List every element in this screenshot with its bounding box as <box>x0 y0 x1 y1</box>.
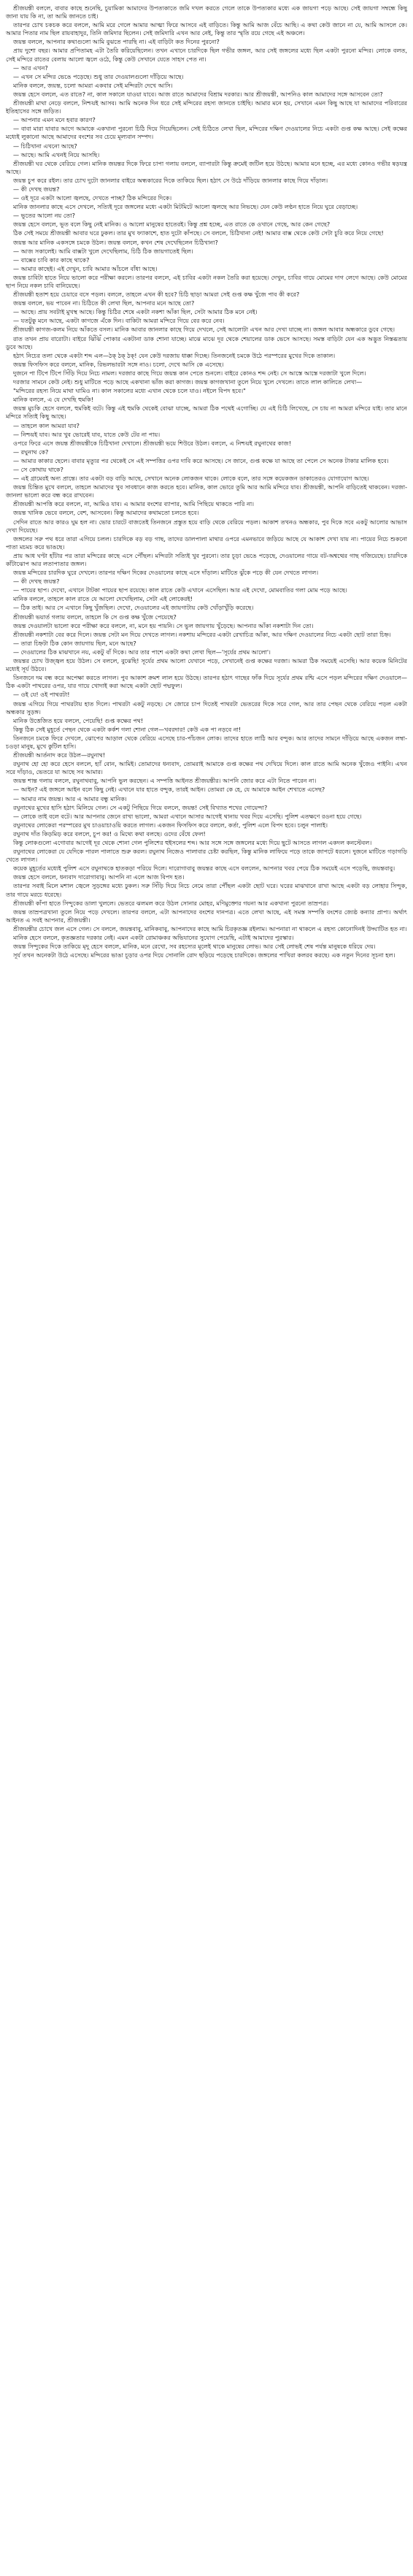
paragraph: — আমার কাকার ছেলে। বাবার মৃত্যুর পর থেকেই সে এই সম্পত্তির ওপর দাবি করে আসছে। সে জানে, গুপ্ত কক্ষে যা আছে তা পেলে সে অনেক টাকার মালিক হবে। <box>13 456 389 464</box>
paragraph: — রঘুনাথ কে? <box>13 448 49 456</box>
paragraph: — আমার কাছেই। এই দেখুন, চাবি আমার আঁচলে বাঁধা আছে। <box>13 264 158 272</box>
paragraph: শ্রীজয়ন্তী নকশাটা বের করে দিলে। জয়ন্ত সেটা মন দিয়ে দেখতে লাগল। নকশায় মন্দিরের একটা রেখাচিত্র আঁকা, আর দক্ষিণ দেওয়ালের নিচে একটা ছোট তারা চিহ্ন। <box>13 630 391 638</box>
paragraph: — লোকে তাই বলে বটে। আর আপনার জেনে রাখা ভালো, আমরা এখানে আসার আগেই থানায় খবর দিয়ে এসেছি। পুলিশ এতক্ষণে রওনা হয়ে গেছে। <box>13 812 362 820</box>
paragraph: — চিঠিখানা এখনো আছে? <box>13 142 77 150</box>
paragraph: জয়ন্ত বললে, আপনার কথাগুলো আমি বুঝতে পারছি না। এই বাড়িটা কত দিনের পুরনো? <box>13 38 220 46</box>
paragraph: রঘুনাথের লোকেরা পরস্পরের মুখ চাওয়াচাওয়ি করতে লাগল। একজন ফিসফিস করে বললে, কর্তা, পুলিশ এলে বিপদ হবে। চলুন পালাই। <box>13 821 328 829</box>
paragraph: — তাহলে কাল আমরা যাব? <box>13 421 80 429</box>
paragraph: শ্রীজয়ন্তী মাথা নেড়ে বললে, নিশ্চয়ই আসব। আমি অনেক দিন ধরে সেই মন্দিরের রহস্য জানতে চাইছি। আমার মনে হয়, সেখানে এমন কিছু আছে যা আমাদের পরিবারের ইতিহাসের সঙ্গে জড়িত। <box>6 99 407 115</box>
paragraph: জয়ন্ত সিন্দুকের দিকে তাকিয়ে মৃদু হেসে বললে, মানিক, মনে রেখো, সব রহস্যের মূলেই থাকে মানুষের লোভ। আর সেই লোভই শেষ পর্যন্ত মানুষকে ধরিয়ে দেয়। <box>13 943 376 951</box>
paragraph: শ্রীজয়ন্তী আর্তনাদ করে উঠল—রঘুনাথ! <box>13 751 106 759</box>
paragraph: — আইন? এই জঙ্গলে আইন বলে কিছু নেই। এখানে যার হাতে বন্দুক, তারই আইন। তোমরা কে হে, যে আমাকে আইন শেখাতে এসেছ? <box>13 786 325 794</box>
paragraph: তিনজনে চমকে ফিরে দেখলে, ঝোপের আড়াল থেকে বেরিয়ে এসেছে চার-পাঁচজন লোক। তাদের হাতে লাঠি আর বন্দুক। আর তাদের সামনে দাঁড়িয়ে আছে একজন লম্বা-চওড়া মানুষ, মুখে কুটিল হাসি। <box>6 734 407 750</box>
paragraph: জয়ন্ত চুপ করে রইল। তার চোখ দুটো জানলার বাইরে অন্ধকারের দিকে তাকিয়ে ছিল। হঠাৎ সে উঠে দাঁড়িয়ে জানলার কাছে গিয়ে দাঁড়াল। <box>13 176 328 184</box>
paragraph: রঘুনাথ হো হো করে হেসে বললে, হ্যাঁ বোন, আমিই। তোমাদের ধন্যবাদ, তোমরাই আমাকে গুপ্ত কক্ষের পথ দেখিয়ে দিলে। কাল রাতে আমি অনেক খুঁজেও পাইনি। এখন সরে দাঁড়াও, ভেতরে যা আছে সব আমার। <box>6 760 407 776</box>
paragraph: — যতটুকু মনে আছে, একটা কাগজে এঁকে দিন। বাকিটা আমরা মন্দিরে গিয়ে বের করে নেব। <box>13 317 225 325</box>
paragraph: মানিক বললে, তাহলে কাল রাতে যে আলো দেখেছিলাম, সেটা এই লোকেরই! <box>13 595 193 603</box>
paragraph: কিন্তু ঠিক সেই মুহূর্তে পেছন থেকে একটা কর্কশ গলা শোনা গেল—খবরদার! কেউ এক পা নড়বে না! <box>13 725 242 733</box>
paragraph: হঠাৎ নিচের তলা থেকে একটা শব্দ এল—ঠক্ ঠক্ ঠক্! যেন কেউ দরজায় ধাক্কা দিচ্ছে। তিনজনেই চমকে উঠে পরস্পরের মুখের দিকে তাকাল। <box>13 351 336 359</box>
paragraph: শ্রীজয়ন্তী হতাশ হয়ে চেয়ারে বসে পড়ল। বললে, তাহলে এখন কী হবে? চিঠি ছাড়া আমরা সেই গুপ্ত কক্ষ খুঁজে পাব কী করে? <box>13 291 300 299</box>
paragraph: মানিক জানলার কাছে এসে দেখলে, সত্যিই দূরে জঙ্গলের মধ্যে একটা মিটমিটে আলো জ্বলছে আর নিভছে। যেন কেউ লণ্ঠন হাতে নিয়ে ঘুরে বেড়াচ্ছে। <box>13 203 358 211</box>
paragraph: জয়ন্ত খানিক ভেবে বললে, বেশ, আসবেন। কিন্তু আমাদের কথামতো চলতে হবে। <box>13 509 199 517</box>
paragraph: রঘুনাথের লোকেরা যে যেদিকে পারল পালাতে শুরু করল। রঘুনাথ নিজেও পালাবার চেষ্টা করছিল, কিন্তু মানিক লাফিয়ে পড়ে তাকে জাপটে ধরলে। দুজনে মাটিতে গড়াগড়ি খেতে লাগল। <box>6 848 407 864</box>
paragraph: — তারা চিহ্নটা ঠিক কোন জায়গায় ছিল, মনে আছে? <box>13 639 136 647</box>
paragraph: — বাক্সের চাবি কার কাছে থাকে? <box>13 256 90 264</box>
paragraph: মানিক বললে, জয়ন্ত, চলো আমরা একবার সেই মন্দিরটা দেখে আসি। <box>13 81 173 89</box>
paragraph: মানিক উত্তেজিত হয়ে বললে, পেয়েছি! গুপ্ত কক্ষের পথ! <box>13 716 144 724</box>
paragraph: — আমার নাম জয়ন্ত। আর এ আমার বন্ধু মানিক। <box>13 794 127 802</box>
paragraph: জয়ন্ত শান্ত গলায় বললে, রঘুনাথবাবু, আপনি ভুল করছেন। এ সম্পত্তি আইনত শ্রীজয়ন্তীর। আপনি জোর করে এটা নিতে পারেন না। <box>13 777 317 785</box>
paragraph: মানিক বললে, এ যে দেখছি হুমকি! <box>13 396 93 404</box>
paragraph: জয়ন্ত ফিসফিস করে বললে, মানিক, রিভলভারটা সঙ্গে নাও। চলো, দেখে আসি কে এসেছে। <box>13 360 224 368</box>
paragraph: তারপর চোখ চকচক করে বললে, আমি মরে গেলে আমার আত্মা ফিরে আসবে এই বাড়িতে। কিন্তু আমি আজ বেঁচে আছি। এ কথা কেউ জানে না যে, আমি আসলে কে। আমার পিতার নাম ছিল রায়বাহাদুর, তিনি জমিদার ছিলেন। সেই জমিদারি এখন আর নেই, কিন্তু তার স্মৃতি রয়ে গেছে এই অঞ্চলে। <box>6 21 407 37</box>
paragraph: রঘুনাথ দাঁত কিড়মিড় করে বললে, চুপ কর! ও মিথ্যে কথা বলছে। ওদের বেঁধে ফেল! <box>13 829 206 837</box>
paragraph: দুজনে পা টিপে টিপে সিঁড়ি দিয়ে নিচে নামল। দরজার কাছে গিয়ে জয়ন্ত কান পেতে শুনলে। বাইরে কোনও শব্দ নেই। সে আস্তে আস্তে দরজাটা খুলে দিলে। <box>13 369 366 377</box>
paragraph: মানিক হেসে বললে, কৃতজ্ঞতার দরকার নেই। এমন একটা রোমাঞ্চকর অভিযানের সুযোগ পেয়েছি, এটাই আমাদের পুরস্কার। <box>13 934 294 942</box>
paragraph: জয়ন্ত এগিয়ে গিয়ে পাথরটায় হাত দিলে। পাথরটা একটু নড়ছে। সে জোরে চাপ দিতেই পাথরটা ভেতরের দিকে সরে গেল, আর তার পেছন থেকে বেরিয়ে পড়ল একটা অন্ধকার সুড়ঙ্গ। <box>6 699 407 716</box>
story-text-body <box>6 4 407 959</box>
paragraph: — পায়ের ছাপ। দেখো, এখানে টাটকা পায়ের ছাপ রয়েছে। কাল রাতে কেউ এখানে এসেছিল। আর এই দেখো, মোমবাতির গলা মোম পড়ে আছে। <box>13 586 347 594</box>
paragraph: — ওই যে! ওই পাথরটা! <box>13 691 70 699</box>
paragraph: কিন্তু লোকগুলো এগোবার আগেই দূর থেকে শোনা গেল পুলিশের হুইসলের শব্দ। আর সঙ্গে সঙ্গে জঙ্গলের মধ্যে দিয়ে ছুটে আসতে লাগল একদল কনস্টেবল। <box>13 839 372 846</box>
paragraph: — বাবা মারা যাবার আগে আমাকে একখানা পুরনো চিঠি দিয়ে গিয়েছিলেন। সেই চিঠিতে লেখা ছিল, মন্দিরের দক্ষিণ দেওয়ালের নিচে একটা গুপ্ত কক্ষ আছে। সেই কক্ষের মধ্যেই লুকানো আছে আমাদের বংশের সব চেয়ে মূল্যবান সম্পদ। <box>6 125 407 141</box>
paragraph: — কী দেখছ জয়ন্ত? <box>13 185 60 193</box>
paragraph: জয়ন্ত চাবিটা হাতে নিয়ে ভালো করে পরীক্ষা করলে। তারপর বললে, এই চাবির একটা নকল তৈরি করা হয়েছে। দেখুন, চাবির গায়ে মোমের দাগ লেগে আছে। কেউ মোমের ছাপ নিয়ে নকল চাবি বানিয়েছে। <box>6 273 407 289</box>
paragraph: শ্রীজয়ন্তী ভয়ার্ত গলায় বললে, তাহলে কি সে গুপ্ত কক্ষ খুঁজে পেয়েছে? <box>13 613 177 621</box>
paragraph: — আছে। আমি এখনই নিয়ে আসছি। <box>13 150 100 158</box>
paragraph: ওপরে ফিরে এসে জয়ন্ত শ্রীজয়ন্তীকে চিঠিখানা দেখালে। শ্রীজয়ন্তী ভয়ে শিউরে উঠল। বললে, এ নিশ্চয়ই রঘুনাথের কাজ! <box>13 439 292 447</box>
paragraph: শ্রীজয়ন্তী আপত্তি করে বললে, না, আমিও যাব। এ আমার বংশের ব্যাপার, আমি পিছিয়ে থাকতে পারি না। <box>13 500 255 508</box>
paragraph: — এই গ্রামেরই অন্য প্রান্তে। তার একটা বড় বাড়ি আছে, সেখানে অনেক লোকজন থাকে। লোকে বলে, তার সঙ্গে কয়েকজন ডাকাতেরও যোগাযোগ আছে। <box>13 475 369 483</box>
paragraph: শ্রীজয়ন্তী বললে, বাবার কাছে শুনেছি, চুয়ামিকা আমাদের উপত্যকাতে জমি দখল করতে গেলে তাকে উপত্যকার মধ্যে এক জায়গা পড়ে আছে। সেই জায়গা সম্বন্ধে কিছু জানা যায় কি না, তা আমি জানতে চাই। <box>6 4 407 20</box>
paragraph: শ্রীজয়ন্তী কাগজ-কলম নিয়ে আঁকতে বসল। মানিক আবার জানলার কাছে গিয়ে দেখলে, সেই আলোটা এখন আর দেখা যাচ্ছে না। জঙ্গল আবার অন্ধকারে ডুবে গেছে। <box>13 326 395 334</box>
paragraph: জয়ন্ত হেসে বললে, এত রাতে? না, কাল সকালে যাওয়া যাবে। আজ রাতে আমাদের বিশ্রাম দরকার। আর শ্রীজয়ন্তী, আপনিও কাল আমাদের সঙ্গে আসবেন তো? <box>13 90 383 98</box>
paragraph: জয়ন্ত তাম্রপত্রখানা তুলে নিয়ে পড়ে দেখলে। তারপর বললে, এটা আপনাদের বংশের দানপত্র। এতে লেখা আছে, এই সমস্ত সম্পত্তি বংশের জ্যেষ্ঠ কন্যার প্রাপ্য। অর্থাৎ আইনত এ সবই আপনার, শ্রীজয়ন্তী। <box>6 908 407 924</box>
paragraph: জয়ন্ত আর মানিক একসঙ্গে চমকে উঠল। জয়ন্ত বললে, কখন শেষ দেখেছিলেন চিঠিখানা? <box>13 238 218 246</box>
paragraph: শ্রীজয়ন্তী কাঁপা হাতে সিন্দুকের ডালা খুললে। ভেতরে ঝলমল করে উঠল সোনার মোহর, মণিমুক্তোর গয়না আর একখানা পুরনো তাম্রপত্র। <box>13 899 329 907</box>
paragraph: জয়ন্ত মন্দিরের চারদিক ঘুরে দেখলে। তারপর দক্ষিণ দিকের দেওয়ালের কাছে এসে দাঁড়াল। মাটিতে ঝুঁকে পড়ে কী যেন দেখতে লাগল। <box>13 569 319 577</box>
paragraph: "মন্দিরের রহস্য নিয়ে মাথা ঘামিও না। কাল সকালের মধ্যে এখান থেকে চলে যাও। নইলে বিপদ হবে।" <box>13 387 246 395</box>
paragraph: — আজ সকালেই। আমি বাক্সটা খুলে দেখেছিলাম, চিঠি ঠিক জায়গাতেই ছিল। <box>13 247 193 255</box>
paragraph: — কী দেখছ জয়ন্ত? <box>13 578 60 586</box>
paragraph: সেদিন রাতে আর কারও ঘুম হল না। ভোর চারটে বাজতেই তিনজনে প্রস্তুত হয়ে বাড়ি থেকে বেরিয়ে পড়ল। আকাশ তখনও অন্ধকার, পুব দিকে সবে একটু আলোর আভাস দেখা দিয়েছে। <box>6 518 407 534</box>
paragraph: রাত তখন প্রায় বারোটা। বাইরে ঝিঁঝিঁ পোকার একটানা ডাক শোনা যাচ্ছে। মাঝে মাঝে দূর থেকে শেয়ালের ডাক ভেসে আসছে। সমস্ত বাড়িটা যেন এক অদ্ভুত নিস্তব্ধতায় ডুবে আছে। <box>6 334 407 350</box>
paragraph: — আছে। প্রায় সবটাই মুখস্থ আছে। কিন্তু চিঠির শেষে একটা নকশা আঁকা ছিল, সেটা আমার ঠিক মনে নেই। <box>13 308 258 316</box>
paragraph: প্রায় আধ ঘণ্টা হাঁটার পর তারা মন্দিরের কাছে এসে পৌঁছল। মন্দিরটা সত্যিই খুব পুরনো। তার চূড়া ভেঙে পড়েছে, দেওয়ালের গায়ে বট-অশ্বত্থের গাছ গজিয়েছে। চারদিকে কাঁটাঝোপ আর লতাপাতার জঙ্গল। <box>6 551 407 567</box>
paragraph: — সে কোথায় থাকে? <box>13 465 63 473</box>
paragraph: প্রায় দুশো বছর। আমার প্রপিতামহ এটা তৈরি করিয়েছিলেন। তখন এখানে চারদিকে ছিল গভীর জঙ্গল, আর সেই জঙ্গলের মধ্যে ছিল একটা পুরনো মন্দির। লোকে বলত, সেই মন্দিরে রাতের বেলায় আলো জ্বলে ওঠে, কিন্তু কেউ সেখানে যেতে সাহস পেত না। <box>6 47 407 63</box>
paragraph: তারপর সবাই মিলে মশাল জ্বেলে সুড়ঙ্গের মধ্যে ঢুকল। সরু সিঁড়ি দিয়ে নিচে নেমে তারা পৌঁছল একটা ছোট ঘরে। ঘরের মাঝখানে রাখা আছে একটা বড় লোহার সিন্দুক, তার গায়ে মরচে ধরেছে। <box>6 882 407 898</box>
paragraph: — দেওয়ালের ঠিক মাঝখানে নয়, একটু বাঁ দিকে। আর তার পাশে একটা কথা লেখা ছিল—'সূর্যের প্রথম আলো'। <box>13 648 271 656</box>
paragraph: দরজার সামনে কেউ নেই। শুধু মাটিতে পড়ে আছে একখানা ভাঁজ করা কাগজ। জয়ন্ত কাগজখানা তুলে নিয়ে খুলে দেখলে। তাতে লাল কালিতে লেখা— <box>13 378 363 386</box>
paragraph: জয়ন্ত দেওয়ালটা ভালো করে পরীক্ষা করে বললে, না, মনে হয় পায়নি। সে ভুল জায়গায় খুঁড়েছে। আপনার আঁকা নকশাটা দিন তো। <box>13 621 314 629</box>
paragraph: জয়ন্তর চোখ উজ্জ্বল হয়ে উঠল। সে বললে, বুঝেছি! সূর্যের প্রথম আলো যেখানে পড়ে, সেখানেই গুপ্ত কক্ষের দরজা। আমরা ঠিক সময়েই এসেছি। আর কয়েক মিনিটের মধ্যেই সূর্য উঠবে। <box>6 657 407 673</box>
paragraph: রঘুনাথের মুখের হাসি হঠাৎ মিলিয়ে গেল। সে একটু পিছিয়ে গিয়ে বললে, জয়ন্ত! সেই বিখ্যাত শখের গোয়েন্দা? <box>13 803 268 811</box>
paragraph: শ্রীজয়ন্তীর চোখে জল এসে গেল। সে বললে, জয়ন্তবাবু, মানিকবাবু, আপনাদের কাছে আমি চিরকৃতজ্ঞ রইলাম। আপনারা না থাকলে এ রহস্য কোনোদিনই উদ্ঘাটিত হত না। <box>13 924 407 932</box>
paragraph: — আপনার এমন মনে হবার কারণ? <box>13 116 96 124</box>
paragraph: জয়ন্ত চিন্তিত মুখে বললে, তাহলে আমাদের খুব সাবধানে কাজ করতে হবে। মানিক, কাল ভোরে তুমি আর আমি মন্দিরে যাব। শ্রীজয়ন্তী, আপনি বাড়িতেই থাকবেন। দরজা-জানলা ভালো করে বন্ধ করে রাখবেন। <box>6 483 407 499</box>
paragraph: ঠিক সেই সময়ে শ্রীজয়ন্তী আবার ঘরে ঢুকল। তার মুখ ফ্যাকাশে, হাত দুটো কাঁপছে। সে বললে, চিঠিখানা নেই! আমার বাক্স থেকে কেউ সেটা চুরি করে নিয়ে গেছে! <box>13 229 384 237</box>
paragraph: শ্রীজয়ন্তী ঘর থেকে বেরিয়ে গেল। মানিক জয়ন্তর দিকে ফিরে চাপা গলায় বললে, ব্যাপারটা কিন্তু ক্রমেই জটিল হয়ে উঠছে। আমার মনে হচ্ছে, এর মধ্যে কোনও গভীর ষড়যন্ত্র আছে। <box>6 159 407 175</box>
paragraph: সূর্য তখন অনেকটা উঠে এসেছে। মন্দিরের ভাঙা চূড়ার ওপর দিয়ে সোনালি রোদ ছড়িয়ে পড়েছে চারদিকে। জঙ্গলের পাখিরা কলরব করছে। এক নতুন দিনের সূচনা হল। <box>13 951 395 959</box>
paragraph: — ওই দূরে একটা আলো জ্বলছে, দেখতে পাচ্ছ? ঠিক মন্দিরের দিকে। <box>13 194 172 202</box>
paragraph: — আর এখন? <box>13 64 48 72</box>
paragraph: জঙ্গলের সরু পথ ধরে তারা এগিয়ে চলল। চারদিকে বড় বড় গাছ, তাদের ডালপালা মাথার ওপরে এমনভাবে জড়িয়ে আছে যে আকাশ দেখা যায় না। পায়ের নিচে শুকনো পাতা মচমচ করে ভাঙছে। <box>6 534 407 551</box>
paragraph: — এখন সে মন্দির ভেঙে পড়েছে। শুধু তার দেওয়ালগুলো দাঁড়িয়ে আছে। <box>13 72 184 80</box>
paragraph: জয়ন্ত মুচকি হেসে বললে, হুমকিই বটে। কিন্তু এই হুমকি থেকেই বোঝা যাচ্ছে, আমরা ঠিক পথেই এগোচ্ছি। যে এই চিঠি লিখেছে, সে চায় না আমরা মন্দিরে যাই। তার মানে মন্দিরে সত্যিই কিছু আছে। <box>6 405 407 421</box>
paragraph: কয়েক মুহূর্তের মধ্যেই পুলিশ এসে রঘুনাথকে হাতকড়া পরিয়ে দিলে। দারোগাবাবু জয়ন্তর কাছে এসে বললেন, আপনার খবর পেয়ে ঠিক সময়েই এসে পড়েছি, জয়ন্তবাবু। <box>13 865 395 873</box>
paragraph: — ঠিক তাই। আর সে এখানে কিছু খুঁজছিল। দেখো, দেওয়ালের এই জায়গাটায় কেউ খোঁড়াখুঁড়ি করেছে। <box>13 604 254 612</box>
paragraph: — ভূতের আলো নয় তো? <box>13 212 75 220</box>
paragraph: জয়ন্ত হেসে বললে, ভূত বলে কিছু নেই মানিক। ও আলো মানুষের হাতেরই। কিন্তু প্রশ্ন হচ্ছে, এত রাতে কে ওখানে গেছে, আর কেন গেছে? <box>13 221 331 229</box>
paragraph: জয়ন্ত বললে, ভয় পাবেন না। চিঠিতে কী লেখা ছিল, আপনার মনে আছে তো? <box>13 299 195 307</box>
paragraph: তিনজনে দম বন্ধ করে অপেক্ষা করতে লাগল। পুব আকাশ ক্রমশ লাল হয়ে উঠছে। তারপর হঠাৎ গাছের ফাঁক দিয়ে সূর্যের প্রথম রশ্মি এসে পড়ল মন্দিরের দক্ষিণ দেওয়ালে—ঠিক একটা পাথরের ওপর, যার গায়ে খোদাই করা আছে একটা ছোট পদ্মফুল। <box>6 674 407 690</box>
paragraph: — নিশ্চয়ই যাব। আর খুব ভোরেই যাব, যাতে কেউ টের না পায়। <box>13 430 161 438</box>
paragraph: জয়ন্ত হেসে বললে, ধন্যবাদ দারোগাবাবু। আপনি না এলে আজ বিপদ হত। <box>13 873 185 881</box>
